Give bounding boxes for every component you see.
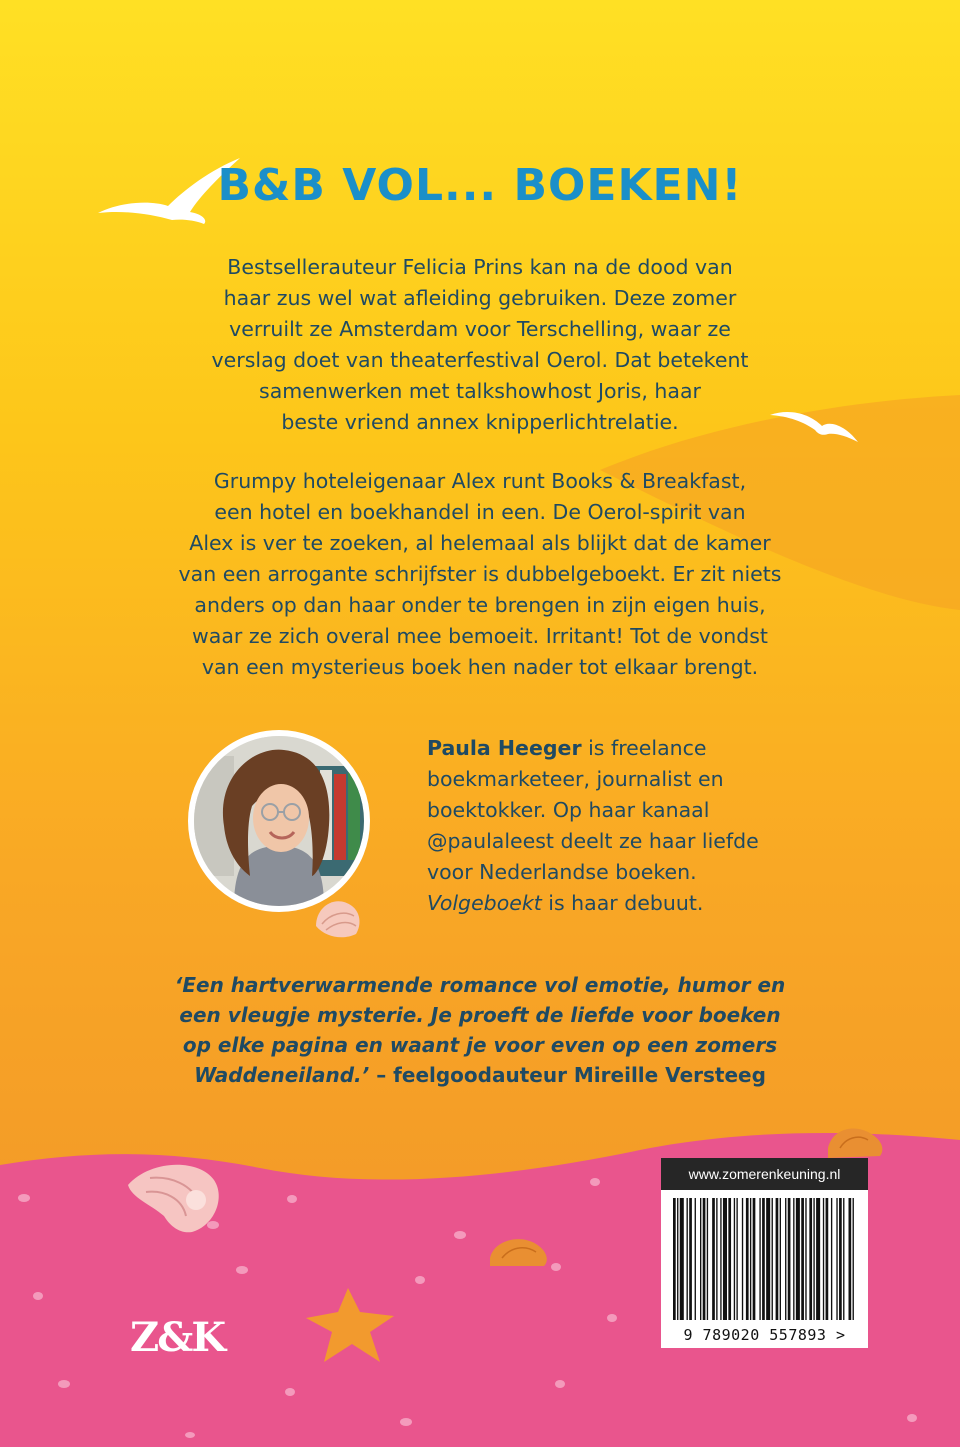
barcode-bar	[793, 1198, 794, 1320]
isbn-number: 9 789020 557893 >	[683, 1326, 846, 1344]
barcode-bar	[809, 1198, 812, 1320]
barcode-bar	[813, 1198, 814, 1320]
headline: B&B VOL... BOEKEN!	[217, 160, 743, 211]
bio-line: @paulaleest deelt ze haar liefde	[427, 829, 759, 853]
author-photo	[188, 730, 370, 912]
barcode-bar	[723, 1198, 727, 1320]
quote-end: Waddeneiland.’	[194, 1063, 370, 1087]
quote-line: op elke pagina en waant je voor even op een zomers	[182, 1033, 778, 1057]
barcode-bar	[831, 1198, 832, 1320]
barcode-bar	[716, 1198, 717, 1320]
barcode-bar	[680, 1198, 684, 1320]
barcode-bar	[853, 1198, 854, 1320]
barcode-bar	[720, 1198, 721, 1320]
barcode-bar	[839, 1198, 842, 1320]
blurb-line: waar ze zich overal mee bemoeit. Irritant! Tot de vondst	[192, 624, 768, 648]
blurb-line: een hotel en boekhandel in een. De Oerol-spirit van	[214, 500, 746, 524]
blurb-line: Grumpy hoteleigenaar Alex runt Books & Breakfast,	[213, 469, 747, 493]
barcode-bar	[687, 1198, 688, 1320]
barcode-bar	[673, 1198, 676, 1320]
quote-attribution: – feelgoodauteur Mireille Versteeg	[369, 1063, 766, 1087]
bio-line	[427, 888, 827, 919]
quote-line: een vleugje mysterie. Je proeft de liefde voor boeken	[179, 1003, 781, 1027]
blurb-line: van een arrogante schrijfster is dubbelgeboekt. Er zit niets	[178, 562, 782, 586]
blurb-line: Alex is ver te zoeken, al helemaal als blijkt dat de kamer	[189, 531, 771, 555]
barcode-bar	[823, 1198, 824, 1320]
barcode-bar	[712, 1198, 715, 1320]
publisher-logo: Z&K	[130, 1314, 225, 1361]
barcode-bar	[772, 1198, 773, 1320]
barcode-bar	[843, 1198, 844, 1320]
quote-line: ‘Een hartverwarmende romance vol emotie, humor en	[174, 973, 786, 997]
barcode-bar	[780, 1198, 781, 1320]
author-portrait-illustration	[194, 736, 364, 906]
barcode-bar	[700, 1198, 701, 1320]
barcode-bar	[762, 1198, 765, 1320]
blurb-line: samenwerken met talkshowhost Joris, haar	[259, 379, 701, 403]
author-name: Paula Heeger	[427, 736, 582, 760]
bio-line: boekmarketeer, journalist en	[427, 767, 724, 791]
barcode-bar	[788, 1198, 791, 1320]
bio-line: voor Nederlandse boeken.	[427, 860, 697, 884]
bio-line-rest: is haar debuut.	[541, 891, 704, 915]
barcode-bar	[849, 1198, 852, 1320]
publisher-url: www.zomerenkeuning.nl	[661, 1158, 868, 1190]
barcode-bar	[785, 1198, 786, 1320]
blurb-line: beste vriend annex knipperlichtrelatie.	[281, 410, 679, 434]
quote-line	[130, 1060, 830, 1090]
barcode-bar	[826, 1198, 829, 1320]
barcode-bar	[734, 1198, 735, 1320]
review-quote	[130, 970, 830, 1090]
barcode-bar	[766, 1198, 770, 1320]
book-title: Volgeboekt	[427, 891, 542, 915]
blurb-paragraph-2	[120, 466, 840, 683]
blurb-line: Bestsellerauteur Felicia Prins kan na de dood van	[227, 255, 733, 279]
barcode-bar	[736, 1198, 737, 1320]
barcode-bar	[759, 1198, 760, 1320]
barcode-bar	[836, 1198, 837, 1320]
barcode-bar	[746, 1198, 749, 1320]
barcode-bar	[707, 1198, 708, 1320]
blurb-line: anders op dan haar onder te brengen in zijn eigen huis,	[194, 593, 766, 617]
seashell-icon	[316, 901, 359, 937]
blurb-line: van een mysterieus boek hen nader tot elkaar brengt.	[201, 655, 759, 679]
barcode-icon	[661, 1190, 868, 1348]
blurb-line: verruilt ze Amsterdam voor Terschelling, waar ze	[229, 317, 731, 341]
bio-line: boektokker. Op haar kanaal	[427, 798, 710, 822]
author-bio	[427, 733, 827, 919]
barcode-bar	[776, 1198, 779, 1320]
barcode-bar	[742, 1198, 743, 1320]
barcode-bar	[750, 1198, 751, 1320]
blurb-paragraph-1	[120, 252, 840, 438]
barcode-bar	[805, 1198, 806, 1320]
barcode-bar	[728, 1198, 731, 1320]
barcode-bar	[801, 1198, 804, 1320]
blurb-line: haar zus wel wat afleiding gebruiken. Deze zomer	[223, 286, 737, 310]
bio-line-rest: is freelance	[581, 736, 707, 760]
bio-line	[427, 733, 827, 764]
seashell-icon	[828, 1129, 882, 1158]
barcode-bars	[661, 1190, 868, 1348]
barcode-bar	[703, 1198, 706, 1320]
barcode-block	[661, 1158, 868, 1348]
barcode-bar	[695, 1198, 696, 1320]
blurb-line: verslag doet van theaterfestival Oerol. Dat betekent	[211, 348, 749, 372]
barcode-bar	[796, 1198, 800, 1320]
barcode-bar	[689, 1198, 692, 1320]
barcode-bar	[677, 1198, 678, 1320]
barcode-bar	[753, 1198, 756, 1320]
barcode-bar	[816, 1198, 820, 1320]
